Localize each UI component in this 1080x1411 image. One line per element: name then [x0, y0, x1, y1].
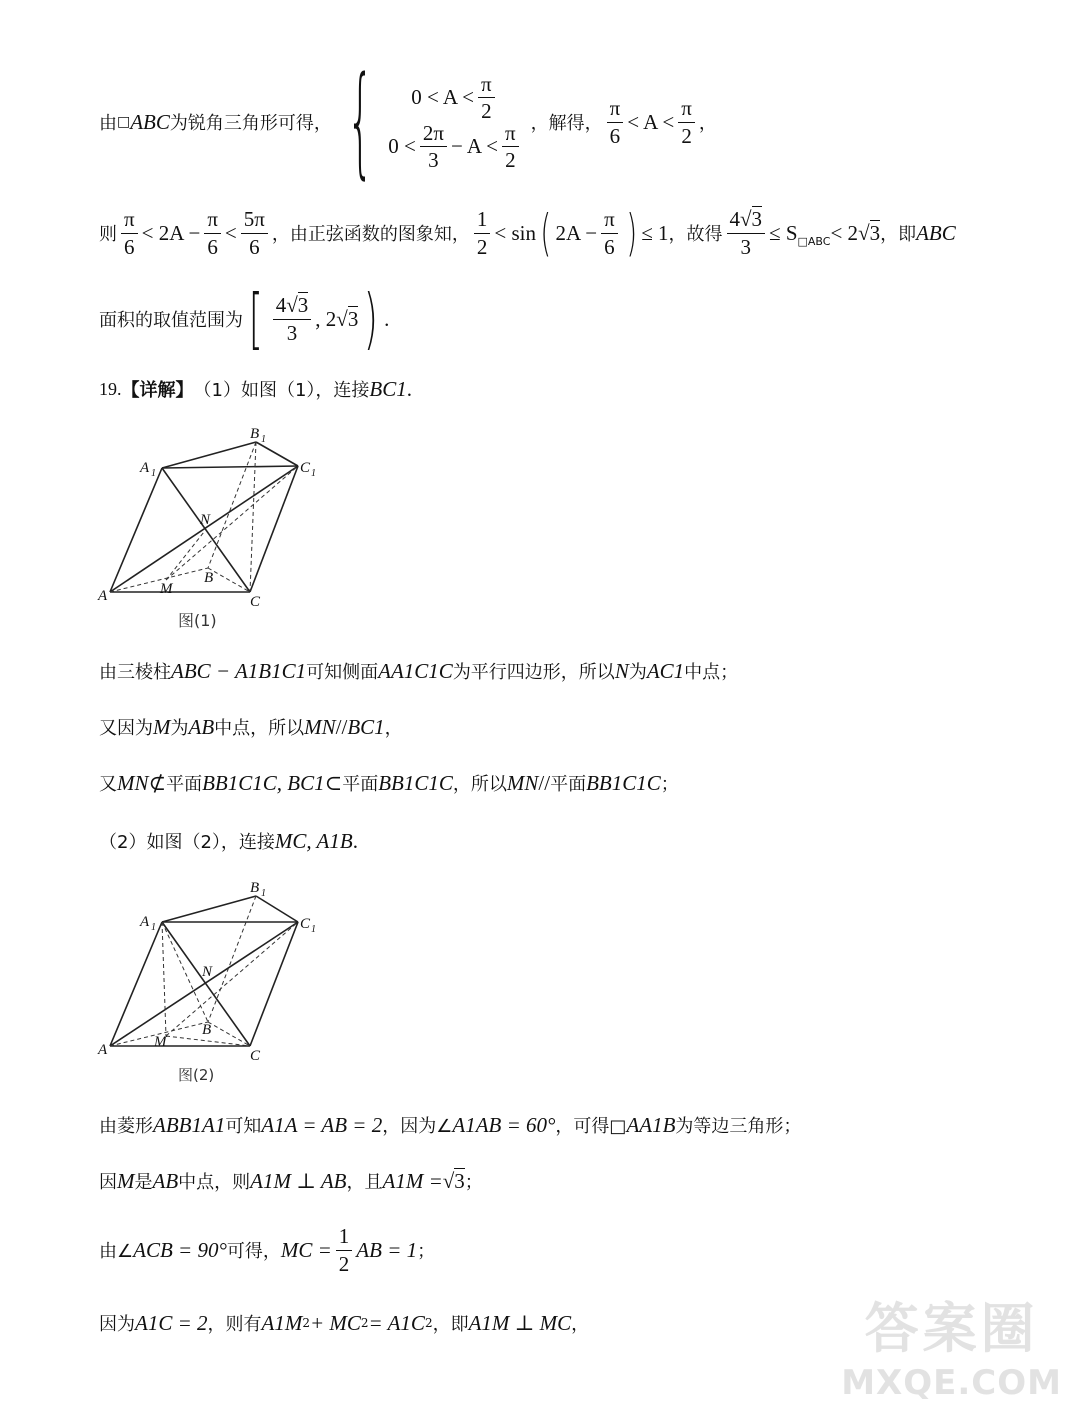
label-B1: B	[250, 426, 260, 442]
label-M: M	[154, 1034, 167, 1050]
inequality-system: 0 < A < $\frac{\pi}{2}$ 0 < $\frac{2\pi}{3}$ − A < $\frac{\pi}{2}$	[388, 73, 522, 171]
svg-text:1: 1	[311, 468, 316, 479]
label-B1: B	[250, 880, 260, 896]
brace: {	[346, 52, 374, 191]
prism-diagram-2	[96, 876, 336, 1090]
line-19-heading: 19. 【详解】 （1）如图（1），连接 BC 1 .	[99, 376, 412, 401]
line-mc-value: 由∠ ACB = 90° 可得， MC = $\frac{1}{2}$ AB = 1 ；	[99, 1224, 436, 1276]
svg-text:1: 1	[311, 924, 316, 935]
prism-diagram-1	[96, 420, 336, 640]
label-N: N	[200, 512, 211, 528]
line-part-2: （2）如图（2），连接 MC, A 1 B .	[99, 828, 358, 853]
line-area-range: 面积的取值范围为 [ $\frac{4√3}{3}$ , 2 √ 3 ) .	[99, 280, 390, 357]
line-mn-parallel: 又因为 M 为 AB 中点，所以 MN // BC 1 ，	[99, 714, 403, 739]
label-C1: C	[300, 460, 311, 476]
label-A1: A	[140, 914, 150, 930]
figure-1-caption: 图(1)	[178, 611, 217, 630]
line-sine-range: 则 $\frac{\pi}{6}$ < 2A − $\frac{\pi}{6}$ < $\frac{5\pi}{6}$ ，由正弦函数的图象知， $\frac{1}{2}$ < sin ( 2A − $\frac{\pi}{6}$ ) ≤ 1 ，故得 $\frac{4√3}{3}$ ≤ S □ABC < 2 √ 3 ，即 ABC	[99, 204, 956, 262]
figure-1	[96, 420, 336, 645]
label-N: N	[202, 964, 213, 980]
line-acute-condition: 由 □ ABC 为锐角三角形可得， { 0 < A < $\frac{\pi}{2}$ 0 < $\frac{2\pi}{3}$ − A < $\frac{\pi}{2}$ ，解得， $\frac{\pi}{6}$ < A < $\frac{\pi}{2}$ ，	[99, 52, 717, 191]
line-a1m-perp: 因 M 是 AB 中点，则 A 1 M ⊥ AB ，且 A 1 M = √ 3 ；	[99, 1168, 483, 1193]
line-mn-plane: 又 MN ⊄ 平面 BB 1 C 1 C, BC 1 ⊂ 平面 BB 1 C 1 C ，所以 MN // 平面 BB 1 C 1 C ；	[99, 770, 679, 795]
figure-2-caption: 图(2)	[178, 1066, 215, 1084]
svg-text:1: 1	[151, 468, 156, 479]
label-C1: C	[300, 916, 311, 932]
label-A: A	[98, 588, 108, 604]
line-prism-parallelogram: 由三棱柱 ABC − A 1 B 1 C 1 可知侧面 AA 1 C 1 C 为平行四边形，所以 N 为 AC 1 中点；	[99, 658, 739, 683]
svg-text:1: 1	[151, 922, 156, 933]
label-B: B	[202, 1022, 212, 1038]
label-A1: A	[140, 460, 150, 476]
label-C: C	[250, 594, 261, 610]
label-C: C	[250, 1048, 261, 1064]
label-A: A	[98, 1042, 108, 1058]
svg-text:1: 1	[261, 888, 266, 899]
svg-text:1: 1	[261, 434, 266, 445]
label-B: B	[204, 570, 214, 586]
line-pythagoras: 因为 A 1 C = 2 ，则有 A 1 M 2 + MC 2 = A 1 C 2 ，即 A 1 M ⊥ MC ，	[99, 1310, 590, 1335]
watermark-logo: 答案圈 MXQE.COM	[841, 1297, 1062, 1403]
line-rhombus: 由菱形 ABB 1 A 1 可知 A 1 A = AB = 2 ，因为∠ A 1 AB = 60° ，可得□ AA 1 B 为等边三角形；	[99, 1112, 802, 1137]
figure-2	[96, 876, 336, 1095]
label-M: M	[160, 581, 173, 597]
